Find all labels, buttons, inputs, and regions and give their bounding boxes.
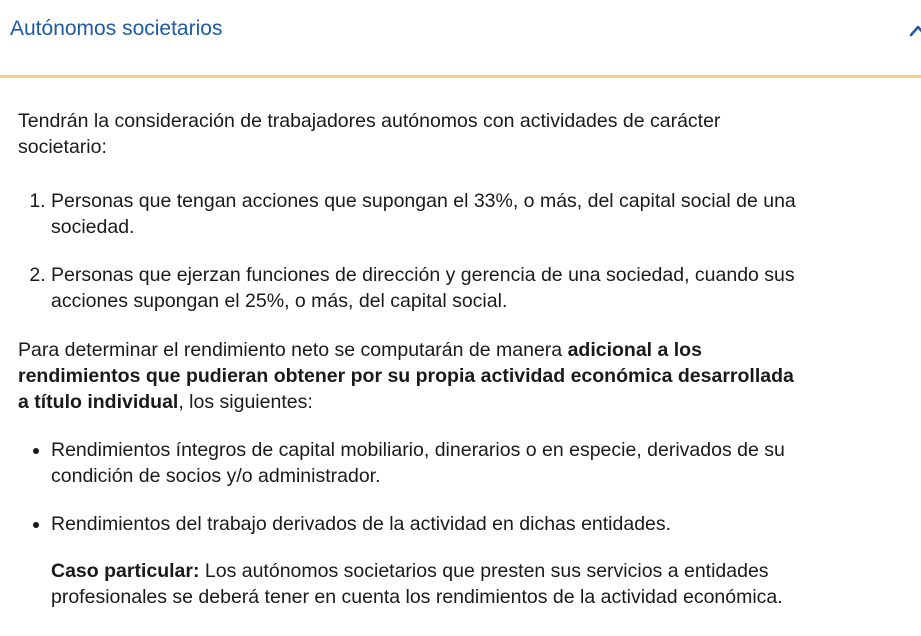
bullet-list xyxy=(18,415,903,610)
ordered-list xyxy=(18,160,903,314)
list-item-line-1: Personas que ejerzan funciones de dirección y gerencia de una sociedad, cuando sus xyxy=(51,264,795,286)
list-item xyxy=(51,511,903,610)
list-item-line-2: sociedad. xyxy=(51,216,135,238)
accordion-title[interactable]: Autónomos societarios xyxy=(10,17,223,40)
para-bold-3: a título individual xyxy=(18,391,179,413)
special-case-label: Caso particular: xyxy=(51,560,200,582)
special-case-line-1: Los autónomos societarios que presten sus servicios a entidades xyxy=(199,560,769,582)
accordion-content xyxy=(0,78,903,610)
accordion-header[interactable] xyxy=(0,0,921,78)
para-bold-2: rendimientos que pudieran obtener por su propia actividad económica desarrollada xyxy=(18,365,794,387)
intro-paragraph xyxy=(18,78,903,160)
list-item xyxy=(51,262,903,314)
intro-line-1: Tendrán la consideración de trabajadores autónomos con actividades de carácter xyxy=(18,110,721,132)
list-item xyxy=(51,437,903,489)
net-income-paragraph xyxy=(18,337,903,415)
list-item-line-2: acciones supongan el 25%, o más, del capital social. xyxy=(51,290,508,312)
chevron-up-icon[interactable] xyxy=(909,22,921,40)
intro-line-2: societario: xyxy=(18,136,107,158)
list-item-line-1: Rendimientos íntegros de capital mobiliario, dinerarios o en especie, derivados de su xyxy=(51,439,785,461)
para-bold-1: adicional a los xyxy=(567,339,702,361)
special-case-line-2: profesionales se deberá tener en cuenta los rendimientos de la actividad económica. xyxy=(51,586,783,608)
list-item-line-1: Personas que tengan acciones que supongan el 33%, o más, del capital social de una xyxy=(51,190,796,212)
list-item xyxy=(51,188,903,240)
list-item-line-1: Rendimientos del trabajo derivados de la actividad en dichas entidades. xyxy=(51,513,672,535)
para-text-end: , los siguientes: xyxy=(178,391,313,413)
list-item-line-2: condición de socios y/o administrador. xyxy=(51,465,381,487)
para-text-start: Para determinar el rendimiento neto se computarán de manera xyxy=(18,339,568,361)
special-case-paragraph xyxy=(51,558,903,610)
